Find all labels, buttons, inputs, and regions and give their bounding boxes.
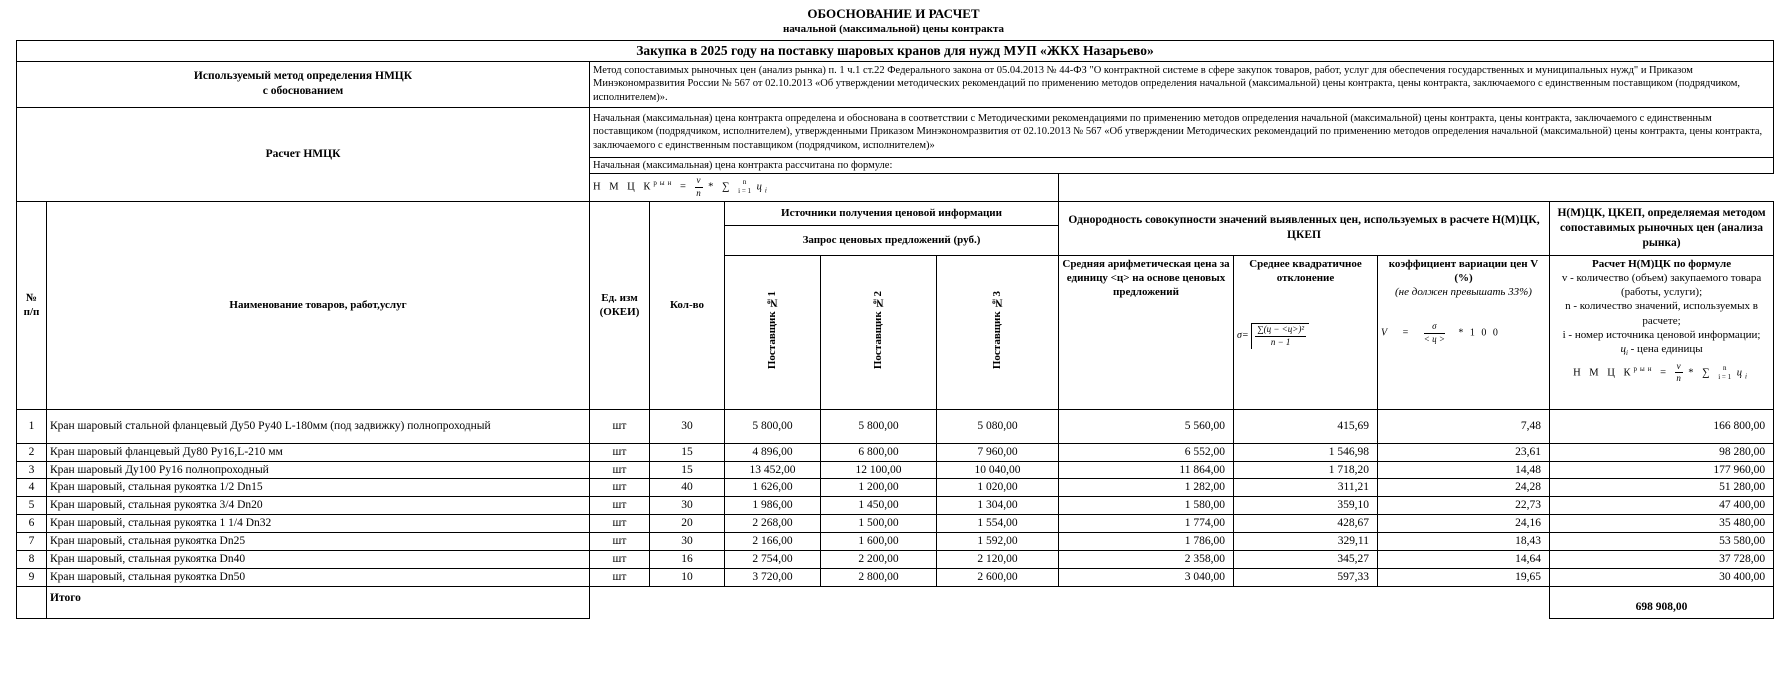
col-unit: Ед. изм (ОКЕИ) xyxy=(590,201,650,409)
col-nmck: Н(М)ЦК, ЦКЕП, определяемая методом сопоставимых рыночных цен (анализа рынка) xyxy=(1550,201,1774,255)
cell-sd: 311,21 xyxy=(1234,479,1378,497)
cell-sd: 345,27 xyxy=(1234,551,1378,569)
cell-p1: 1 986,00 xyxy=(725,497,821,515)
cell-p1: 3 720,00 xyxy=(725,569,821,587)
cell-mean: 2 358,00 xyxy=(1059,551,1234,569)
formula-intro: Начальная (максимальная) цена контракта рассчитана по формуле: xyxy=(590,157,1774,174)
cell-unit: шт xyxy=(590,569,650,587)
cell-p1: 4 896,00 xyxy=(725,443,821,461)
nmck-table xyxy=(16,40,1774,619)
cell-total: 177 960,00 xyxy=(1550,461,1774,479)
col-mean: Средняя арифметическая цена за единицу <ц> на основе ценовых предложений xyxy=(1059,255,1234,409)
cell-v: 14,48 xyxy=(1378,461,1550,479)
table-row xyxy=(17,443,1774,461)
cell-total: 53 580,00 xyxy=(1550,533,1774,551)
cell-total: 30 400,00 xyxy=(1550,569,1774,587)
cell-num: 3 xyxy=(17,461,47,479)
cell-p1: 1 626,00 xyxy=(725,479,821,497)
cell-total: 35 480,00 xyxy=(1550,515,1774,533)
cell-name: Кран шаровый Ду100 Ру16 полнопроходный xyxy=(47,461,590,479)
table-row xyxy=(17,409,1774,443)
col-homogeneity: Однородность совокупности значений выявленных цен, используемых в расчете Н(М)ЦК, ЦКЕП xyxy=(1059,201,1550,255)
cell-sd: 1 718,20 xyxy=(1234,461,1378,479)
method-label: Используемый метод определения НМЦК с обоснованием xyxy=(17,61,590,107)
cell-p2: 6 800,00 xyxy=(821,443,937,461)
cell-sd: 329,11 xyxy=(1234,533,1378,551)
cell-p1: 5 800,00 xyxy=(725,409,821,443)
cell-unit: шт xyxy=(590,409,650,443)
cell-sd: 1 546,98 xyxy=(1234,443,1378,461)
cell-name: Кран шаровый, стальная рукоятка Dn40 xyxy=(47,551,590,569)
cell-name: Кран шаровый стальной фланцевый Ду50 Ру40 L-180мм (под задвижку) полнопроходный xyxy=(47,409,590,443)
cell-mean: 1 786,00 xyxy=(1059,533,1234,551)
cell-unit: шт xyxy=(590,461,650,479)
cell-num: 8 xyxy=(17,551,47,569)
col-stddev: Среднее квадратичное отклонение σ= ∑(ц − <ц>)² n − 1 xyxy=(1234,255,1378,409)
cell-p3: 1 554,00 xyxy=(937,515,1059,533)
cell-qty: 15 xyxy=(650,461,725,479)
variation-formula: V = σ < ц > * 1 0 0 xyxy=(1381,321,1500,345)
cell-v: 19,65 xyxy=(1378,569,1550,587)
cell-sd: 359,10 xyxy=(1234,497,1378,515)
cell-total: 166 800,00 xyxy=(1550,409,1774,443)
col-qty: Кол-во xyxy=(650,201,725,409)
cell-v: 7,48 xyxy=(1378,409,1550,443)
col-num: № п/п xyxy=(17,201,47,409)
cell-v: 22,73 xyxy=(1378,497,1550,515)
col-name: Наименование товаров, работ,услуг xyxy=(47,201,590,409)
cell-p3: 7 960,00 xyxy=(937,443,1059,461)
cell-p1: 2 166,00 xyxy=(725,533,821,551)
cell-p2: 1 500,00 xyxy=(821,515,937,533)
col-sources: Источники получения ценовой информации xyxy=(725,201,1059,225)
col-supplier3: Поставщик №3 xyxy=(937,255,1059,409)
table-row xyxy=(17,479,1774,497)
cell-mean: 6 552,00 xyxy=(1059,443,1234,461)
cell-v: 23,61 xyxy=(1378,443,1550,461)
table-row xyxy=(17,497,1774,515)
cell-unit: шт xyxy=(590,515,650,533)
cell-num: 5 xyxy=(17,497,47,515)
cell-qty: 30 xyxy=(650,409,725,443)
table-row xyxy=(17,461,1774,479)
purchase-title: Закупка в 2025 году на поставку шаровых кранов для нужд МУП «ЖКХ Назарьево» xyxy=(17,41,1774,62)
cell-sd: 597,33 xyxy=(1234,569,1378,587)
cell-num: 1 xyxy=(17,409,47,443)
calc-text: Начальная (максимальная) цена контракта определена и обоснована в соответствии с Методическими рекомендациями по применению методов определения начальной (максимальной) цены контракта, цены контракта, заключаемого с единственным поставщиком (подрядчиком, исполнителем), утвержденными Приказом Минэкономразвития от 02.10.2013 № 567 «Об утверждении Методических рекомендаций по применению методов определения начальной (максимальной) цены контракта, цены контракта, заключаемого с единственным поставщиком (подрядчиком, исполнителем)» xyxy=(590,107,1774,157)
cell-name: Кран шаровый фланцевый Ду80 Ру16,L-210 мм xyxy=(47,443,590,461)
cell-mean: 3 040,00 xyxy=(1059,569,1234,587)
footer-spacer xyxy=(590,587,1550,619)
cell-name: Кран шаровый, стальная рукоятка Dn25 xyxy=(47,533,590,551)
table-row xyxy=(17,569,1774,587)
cell-p2: 12 100,00 xyxy=(821,461,937,479)
cell-unit: шт xyxy=(590,533,650,551)
cell-p1: 2 754,00 xyxy=(725,551,821,569)
table-row xyxy=(17,533,1774,551)
cell-p3: 10 040,00 xyxy=(937,461,1059,479)
cell-qty: 10 xyxy=(650,569,725,587)
cell-total: 51 280,00 xyxy=(1550,479,1774,497)
cell-qty: 30 xyxy=(650,497,725,515)
document-title: ОБОСНОВАНИЕ И РАСЧЕТ xyxy=(807,6,980,21)
cell-unit: шт xyxy=(590,479,650,497)
cell-p2: 2 200,00 xyxy=(821,551,937,569)
cell-mean: 1 580,00 xyxy=(1059,497,1234,515)
cell-p2: 2 800,00 xyxy=(821,569,937,587)
cell-mean: 5 560,00 xyxy=(1059,409,1234,443)
document-subtitle: начальной (максимальной) цены контракта xyxy=(782,23,1005,35)
cell-p3: 1 592,00 xyxy=(937,533,1059,551)
cell-unit: шт xyxy=(590,497,650,515)
calc-label: Расчет НМЦК xyxy=(17,107,590,201)
cell-num: 9 xyxy=(17,569,47,587)
cell-v: 24,28 xyxy=(1378,479,1550,497)
footer-label: Итого xyxy=(47,587,590,619)
col-nmck-formula: Расчет Н(М)ЦК по формуле v - количество (объем) закупаемого товара (работы, услуги); n - количество значений, используемых в расчете; i - номер источника ценовой информации; $ц_i$ - цена единицы Н М Ц $К^{рын}$ = $\frac{v}{n}$ * ∑ n i = 1 $ц_i$ xyxy=(1550,255,1774,409)
cell-total: 98 280,00 xyxy=(1550,443,1774,461)
nmck-formula: Н М Ц $К^{рын}$ = $\frac{v}{n}$ * ∑ n i = 1 $ц_i$ xyxy=(590,174,1059,201)
cell-p3: 5 080,00 xyxy=(937,409,1059,443)
cell-p2: 1 200,00 xyxy=(821,479,937,497)
footer-total: 698 908,00 xyxy=(1550,587,1774,619)
cell-qty: 20 xyxy=(650,515,725,533)
cell-v: 14,64 xyxy=(1378,551,1550,569)
cell-qty: 40 xyxy=(650,479,725,497)
cell-name: Кран шаровый, стальная рукоятка 3/4 Dn20 xyxy=(47,497,590,515)
cell-name: Кран шаровый, стальная рукоятка 1/2 Dn15 xyxy=(47,479,590,497)
cell-total: 37 728,00 xyxy=(1550,551,1774,569)
cell-total: 47 400,00 xyxy=(1550,497,1774,515)
cell-p3: 1 020,00 xyxy=(937,479,1059,497)
cell-p3: 1 304,00 xyxy=(937,497,1059,515)
cell-p1: 2 268,00 xyxy=(725,515,821,533)
cell-qty: 15 xyxy=(650,443,725,461)
cell-qty: 16 xyxy=(650,551,725,569)
table-row xyxy=(17,551,1774,569)
cell-unit: шт xyxy=(590,443,650,461)
cell-num: 4 xyxy=(17,479,47,497)
cell-unit: шт xyxy=(590,551,650,569)
col-variation: коэффициент вариации цен V (%) (не должен превышать 33%) V = σ < ц > * 1 0 0 xyxy=(1378,255,1550,409)
cell-name: Кран шаровый, стальная рукоятка Dn50 xyxy=(47,569,590,587)
cell-mean: 11 864,00 xyxy=(1059,461,1234,479)
cell-p2: 5 800,00 xyxy=(821,409,937,443)
cell-mean: 1 774,00 xyxy=(1059,515,1234,533)
cell-sd: 415,69 xyxy=(1234,409,1378,443)
cell-num: 6 xyxy=(17,515,47,533)
cell-mean: 1 282,00 xyxy=(1059,479,1234,497)
cell-p3: 2 600,00 xyxy=(937,569,1059,587)
footer-num xyxy=(17,587,47,619)
cell-sd: 428,67 xyxy=(1234,515,1378,533)
table-row xyxy=(17,515,1774,533)
cell-v: 18,43 xyxy=(1378,533,1550,551)
col-supplier2: Поставщик №2 xyxy=(821,255,937,409)
cell-p2: 1 600,00 xyxy=(821,533,937,551)
cell-p3: 2 120,00 xyxy=(937,551,1059,569)
stddev-formula: σ= ∑(ц − <ц>)² n − 1 xyxy=(1237,323,1374,348)
formula-spacer xyxy=(1059,174,1774,201)
col-requests: Запрос ценовых предложений (руб.) xyxy=(725,225,1059,255)
cell-num: 7 xyxy=(17,533,47,551)
cell-qty: 30 xyxy=(650,533,725,551)
cell-num: 2 xyxy=(17,443,47,461)
cell-p2: 1 450,00 xyxy=(821,497,937,515)
method-text: Метод сопоставимых рыночных цен (анализ рынка) п. 1 ч.1 ст.22 Федерального закона от 05.04.2013 № 44-ФЗ "О контрактной системе в сфере закупок товаров, работ, услуг для обеспечения государственных и муниципальных нужд" и Приказом Минэкономразвития России № 567 от 02.10.2013 «Об утверждении методических рекомендаций по применению методов определения начальной (максимальной) цены контракта, цены контракта, заключаемого с единственным поставщиком (подрядчиком, исполнителем)». xyxy=(590,61,1774,107)
cell-v: 24,16 xyxy=(1378,515,1550,533)
cell-name: Кран шаровый, стальная рукоятка 1 1/4 Dn32 xyxy=(47,515,590,533)
cell-p1: 13 452,00 xyxy=(725,461,821,479)
col-supplier1: Поставщик №1 xyxy=(725,255,821,409)
